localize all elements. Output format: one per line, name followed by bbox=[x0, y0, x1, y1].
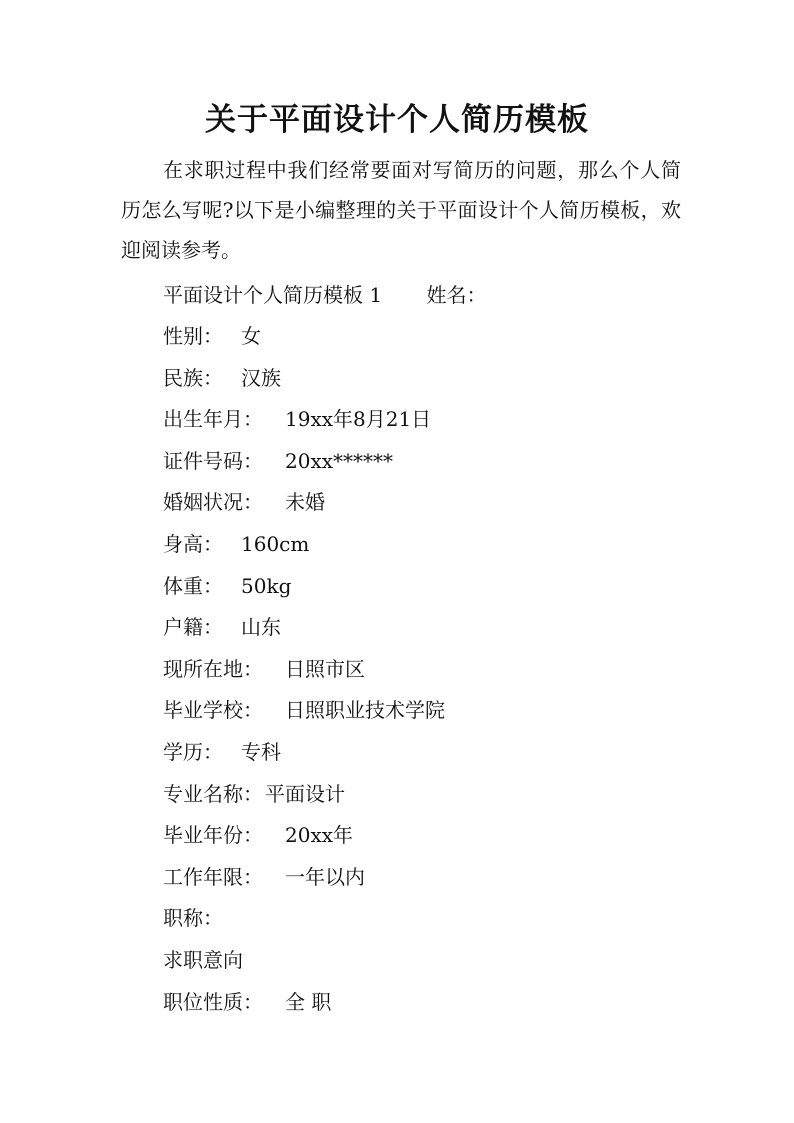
template-heading-row bbox=[163, 281, 486, 309]
field-label: 学历： bbox=[163, 740, 223, 764]
field-label: 婚姻状况： bbox=[163, 490, 263, 514]
field-value: 全 职 bbox=[285, 990, 332, 1014]
field-label: 性别： bbox=[163, 324, 223, 348]
field-label: 现所在地： bbox=[163, 657, 263, 681]
field-value: 日照市区 bbox=[285, 657, 365, 681]
field-label: 职位性质： bbox=[163, 990, 263, 1014]
intro-paragraph: 在求职过程中我们经常要面对写简历的问题，那么个人简历怎么写呢?以下是小编整理的关于平面设计个人简历模板，欢迎阅读参考。 bbox=[121, 158, 681, 262]
document-title: 关于平面设计个人简历模板 bbox=[205, 102, 589, 138]
field-label: 职称： bbox=[163, 906, 223, 930]
field-row-current-location bbox=[163, 655, 365, 683]
field-value: 山东 bbox=[241, 615, 281, 639]
field-row-birthdate bbox=[163, 405, 431, 433]
field-value: 50kg bbox=[241, 574, 292, 598]
field-row-hukou bbox=[163, 613, 281, 641]
field-value: 汉族 bbox=[241, 366, 281, 390]
field-label: 工作年限： bbox=[163, 865, 263, 889]
field-row-marital-status bbox=[163, 488, 325, 516]
field-row-id-number bbox=[163, 447, 393, 475]
field-row-work-years bbox=[163, 863, 365, 891]
field-label: 专业名称： bbox=[163, 782, 263, 806]
field-row-ethnicity bbox=[163, 364, 281, 392]
field-value: 日照职业技术学院 bbox=[285, 698, 445, 722]
field-row-school bbox=[163, 696, 445, 724]
field-row-education bbox=[163, 738, 281, 766]
field-row-job-intention bbox=[163, 946, 243, 974]
field-value: 20xx年 bbox=[285, 823, 354, 847]
field-row-graduation-year bbox=[163, 821, 353, 849]
field-row-gender bbox=[163, 322, 261, 350]
field-value: 专科 bbox=[241, 740, 281, 764]
field-value: 160cm bbox=[241, 532, 310, 556]
field-label: 出生年月： bbox=[163, 407, 263, 431]
field-value: 平面设计 bbox=[265, 782, 345, 806]
field-value: 19xx年8月21日 bbox=[285, 407, 432, 431]
field-label: 求职意向 bbox=[163, 948, 243, 972]
name-label: 姓名： bbox=[426, 283, 487, 307]
field-row-weight bbox=[163, 572, 291, 600]
field-row-height bbox=[163, 530, 309, 558]
field-label: 证件号码： bbox=[163, 449, 263, 473]
field-label: 毕业学校： bbox=[163, 698, 263, 722]
field-row-professional-title bbox=[163, 904, 245, 932]
field-label: 体重： bbox=[163, 574, 223, 598]
field-value: 未婚 bbox=[285, 490, 325, 514]
field-label: 户籍： bbox=[163, 615, 223, 639]
field-value: 一年以内 bbox=[285, 865, 365, 889]
field-row-major bbox=[163, 780, 345, 808]
field-value: 女 bbox=[241, 324, 261, 348]
field-label: 民族： bbox=[163, 366, 223, 390]
field-label: 身高： bbox=[163, 532, 223, 556]
field-label: 毕业年份： bbox=[163, 823, 263, 847]
template-heading: 平面设计个人简历模板 1 bbox=[163, 283, 383, 307]
field-row-job-type bbox=[163, 988, 331, 1016]
field-value: 20xx****** bbox=[285, 449, 394, 473]
